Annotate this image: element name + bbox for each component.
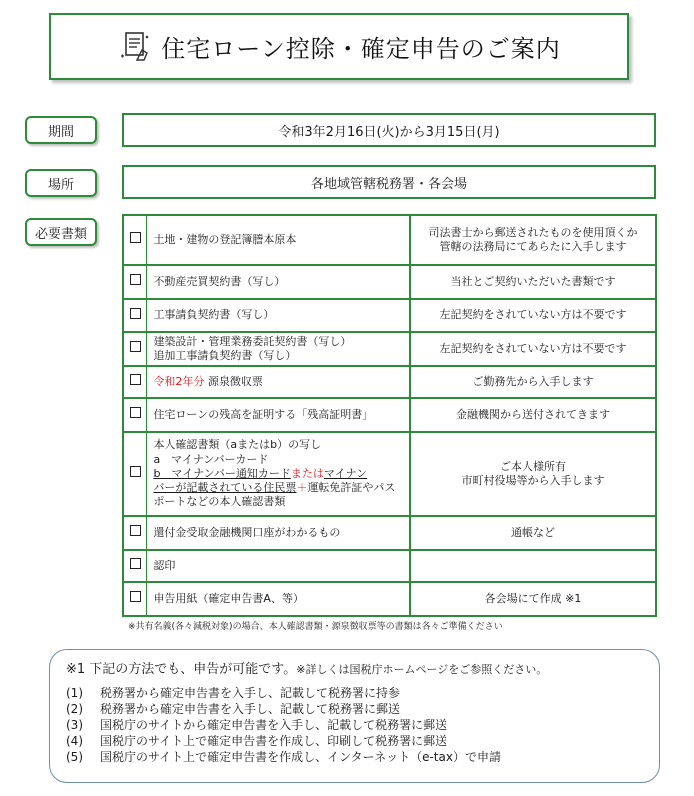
list-item: (5) 国税庁のサイト上で確定申告書を作成し、インターネット（e-tax）で申請: [66, 750, 501, 764]
checkbox[interactable]: [130, 591, 141, 602]
doc-item: 工事請負契約書（写し）: [147, 299, 410, 332]
doc-note: 金融機関から送付されてきます: [410, 398, 656, 432]
doc-note: 司法書士から郵送されたものを使用頂くか 管轄の法務局にてあらたに入手します: [410, 215, 656, 265]
doc-item: 申告用紙（確定申告書A、等）: [147, 582, 410, 616]
table-row: [123, 215, 656, 265]
table-row: [123, 432, 656, 516]
doc-item: 認印: [147, 550, 410, 582]
page-title: 住宅ローン控除・確定申告のご案内: [161, 35, 561, 63]
period-value: 令和3年2月16日(火)から3月15日(月): [122, 113, 656, 147]
doc-note: 各会場にて作成 ※1: [410, 582, 656, 616]
required-docs-table: [122, 214, 657, 617]
doc-item: 不動産売買契約書（写し）: [147, 265, 410, 299]
checkbox[interactable]: [130, 466, 141, 477]
doc-item-id-documents: 本人確認書類（aまたはb）の写し a マイナンバーカード b マイナンバー通知カードまたはマイナン バーが記載されている住民票＋運転免許証やパス ポートなどの本人確認書類: [147, 432, 410, 516]
doc-note: ご本人様所有 市町村役場等から入手します: [410, 432, 656, 516]
checkbox[interactable]: [130, 341, 141, 352]
doc-item: 建築設計・管理業務委託契約書（写し） 追加工事請負契約書（写し）: [147, 332, 410, 366]
list-item: (3) 国税庁のサイトから確定申告書を入手し、記載して税務署に郵送: [66, 718, 448, 732]
doc-note: 通帳など: [410, 516, 656, 550]
doc-note: 当社とご契約いただいた書類です: [410, 265, 656, 299]
methods-list: [66, 685, 645, 765]
doc-item: 還付金受取金融機関口座がわかるもの: [147, 516, 410, 550]
table-row: [123, 299, 656, 332]
list-item: (1) 税務署から確定申告書を入手し、記載して税務署に持参: [66, 686, 401, 700]
doc-item: 令和2年分 源泉徴収票: [147, 366, 410, 398]
checkbox[interactable]: [130, 525, 141, 536]
table-row: [123, 398, 656, 432]
methods-title: ※1 下記の方法でも、申告が可能です。※詳しくは国税庁ホームページをご参照ください。: [66, 662, 548, 677]
period-label: 期間: [25, 116, 97, 144]
checkbox[interactable]: [130, 308, 141, 319]
title-banner: [49, 13, 629, 80]
table-row: [123, 582, 656, 616]
place-label: 場所: [25, 169, 97, 197]
doc-note: 左記契約をされていない方は不要です: [410, 299, 656, 332]
checkbox[interactable]: [130, 374, 141, 385]
table-row: [123, 366, 656, 398]
list-item: (4) 国税庁のサイト上で確定申告書を作成し、印刷して税務署に郵送: [66, 734, 448, 748]
doc-note: ご勤務先から入手します: [410, 366, 656, 398]
checkbox[interactable]: [130, 232, 141, 243]
document-hand-icon: [117, 30, 151, 64]
table-row: [123, 332, 656, 366]
doc-item: 住宅ローンの残高を証明する「残高証明書」: [147, 398, 410, 432]
table-row: [123, 265, 656, 299]
checkbox[interactable]: [130, 558, 141, 569]
checkbox[interactable]: [130, 274, 141, 285]
doc-note: [410, 550, 656, 582]
doc-note: 左記契約をされていない方は不要です: [410, 332, 656, 366]
checkbox[interactable]: [130, 407, 141, 418]
table-row: [123, 516, 656, 550]
filing-methods-box: [49, 649, 660, 783]
place-value: 各地域管轄税務署・各会場: [122, 165, 656, 199]
table-row: [123, 550, 656, 582]
list-item: (2) 税務署から確定申告書を入手し、記載して税務署に郵送: [66, 702, 401, 716]
footnote: ※共有名義(各々減税対象)の場合、本人確認書類・源泉徴収票等の書類は各々ご準備ください: [128, 622, 503, 632]
required-docs-label: 必要書類: [25, 218, 97, 246]
doc-item: 土地・建物の登記簿謄本原本: [147, 215, 410, 265]
